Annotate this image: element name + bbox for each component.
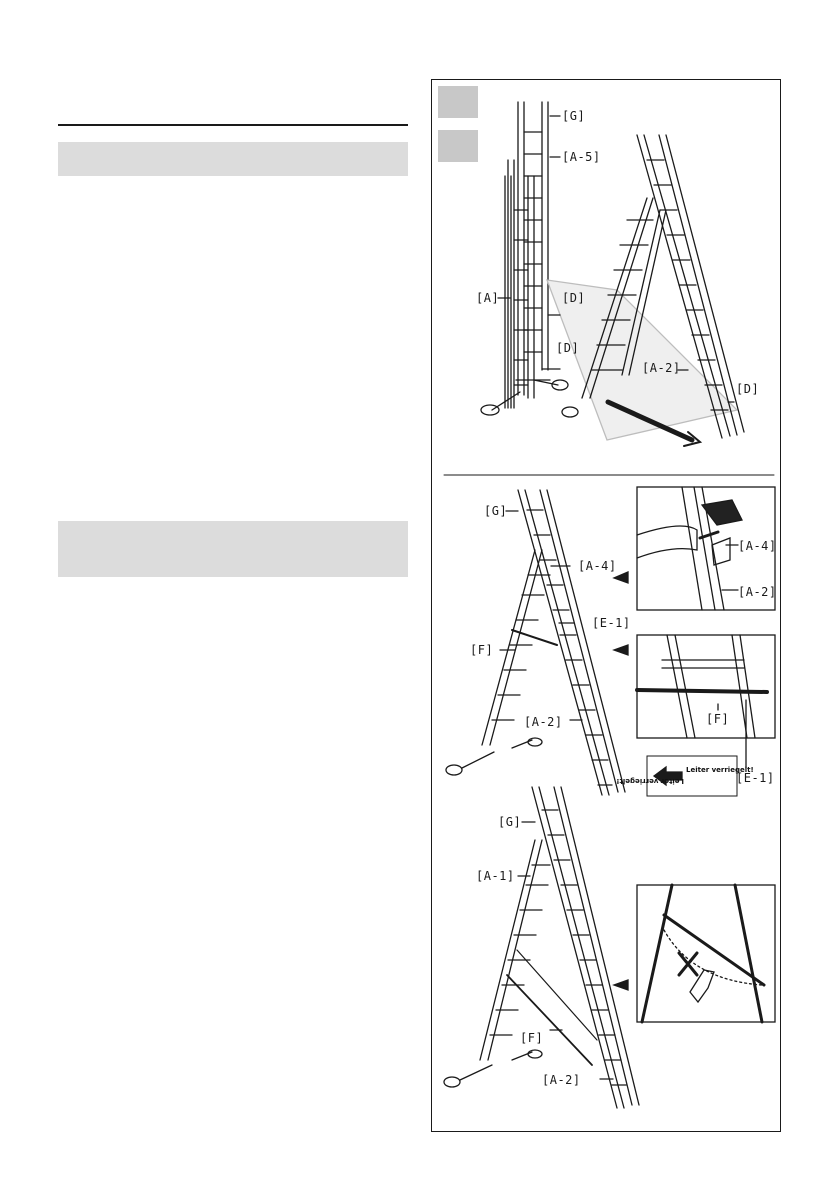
label-f-bottom: [F] [520,1031,544,1045]
detail-spreader-bar [614,635,775,738]
label-d-right: [D] [736,382,760,396]
label-d-upper: [D] [562,291,586,305]
ladder-illustration [432,80,782,1133]
section-heading-bar-2 [58,521,408,577]
assembly-figure [431,79,781,1132]
label-a: [A] [476,291,500,305]
label-d-lower: [D] [556,341,580,355]
label-a2-top: [A-2] [642,361,681,375]
ladder-rope-view [444,787,639,1108]
lock-sticker [647,756,737,796]
label-a2-bottom: [A-2] [542,1073,581,1087]
sticker-line-1: Leiter verriegelt! [686,766,754,774]
label-a4: [A-4] [578,559,617,573]
label-g-mid: [G] [484,504,508,518]
label-g-bottom: [G] [498,815,522,829]
sticker-line-2: Leiter verriegelt! [616,777,684,785]
label-a4-detail: [A-4] [738,539,777,553]
detail-rope-hazard [614,885,775,1022]
label-f-mid: [F] [470,643,494,657]
section-heading-bar-1 [58,142,408,176]
label-a5: [A-5] [562,150,601,164]
label-a2-mid: [A-2] [524,715,563,729]
label-a2-detail: [A-2] [738,585,777,599]
label-e1: [E-1] [592,616,631,630]
figure-labels [470,109,777,1087]
label-a1: [A-1] [476,869,515,883]
ladder-collapsed [481,102,568,415]
label-g: [G] [562,109,586,123]
label-f-detail: [F] [706,712,730,726]
label-e1-detail: [E-1] [736,771,775,785]
header-rule [58,124,408,126]
